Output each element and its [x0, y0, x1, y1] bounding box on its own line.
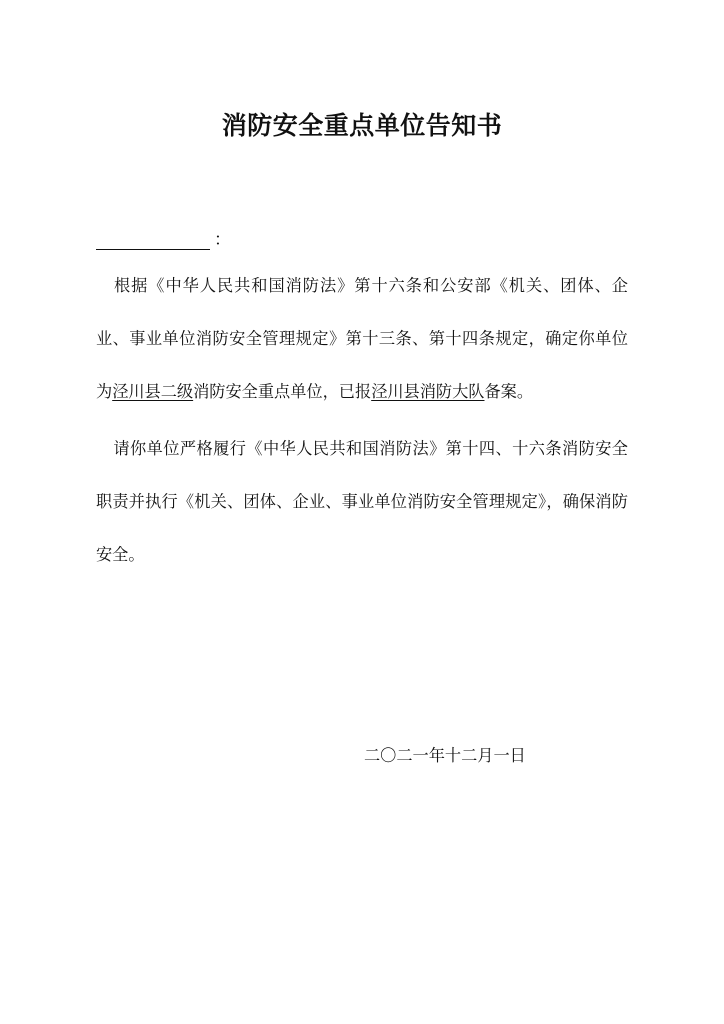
document-date: 二〇二一年十二月一日 — [364, 746, 526, 765]
paragraph1-text-before: 根据《中华人民共和国消防法》第十六条和公安部《机关、团体、企业、事业单位消防安全管理规定》第十三条、第十四条规定，确定你单位为 — [96, 276, 628, 401]
addressee-line — [96, 225, 231, 250]
paragraph1-text-middle: 消防安全重点单位，已报 — [193, 382, 372, 401]
paragraph-duties — [96, 422, 628, 581]
addressee-colon: ： — [214, 230, 231, 250]
paragraph1-text-end: 备案。 — [484, 382, 534, 401]
paragraph-notice — [96, 259, 628, 418]
paragraph2-text: 请你单位严格履行《中华人民共和国消防法》第十四、十六条消防安全职责并执行《机关、团体、企业、事业单位消防安全管理规定》，确保消防安全。 — [96, 439, 628, 564]
document-title: 消防安全重点单位告知书 — [221, 111, 503, 140]
registrar-underlined: 泾川县消防大队 — [371, 382, 485, 401]
org-level-underlined: 泾川县二级 — [112, 382, 194, 401]
addressee-blank — [96, 233, 210, 250]
